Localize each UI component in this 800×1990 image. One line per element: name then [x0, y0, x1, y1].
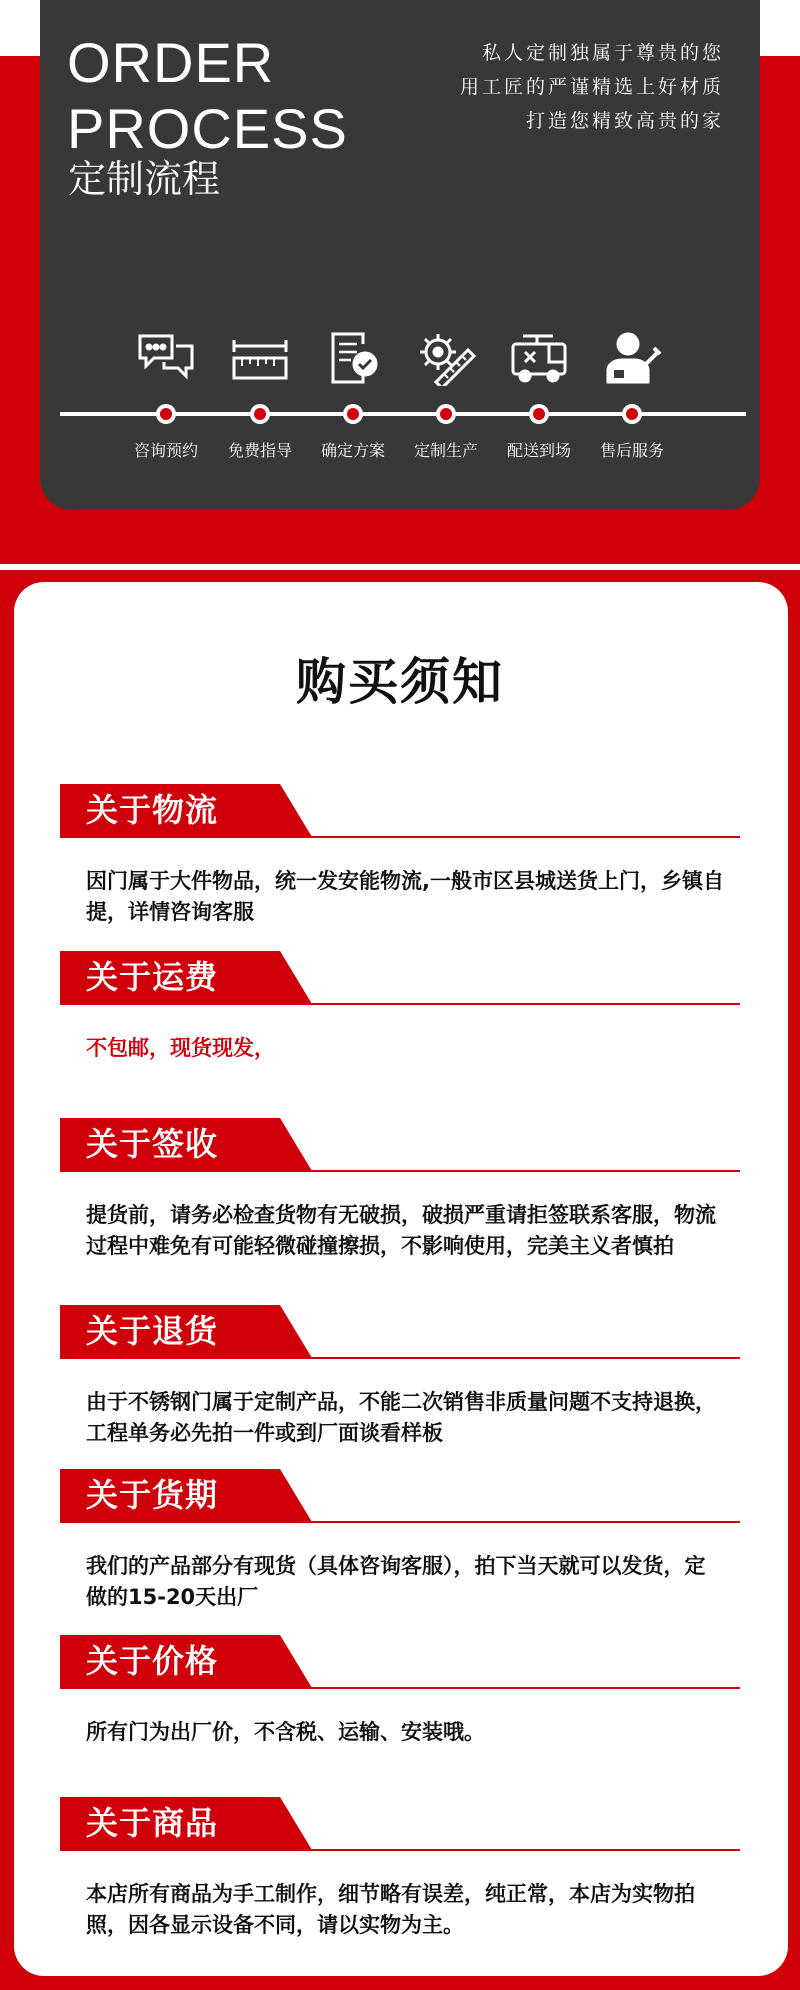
title-en [67, 30, 348, 162]
section-heading: 关于退货 [86, 1312, 219, 1350]
section-heading: 关于货期 [86, 1476, 219, 1514]
step-label: 售后服务 [599, 441, 664, 460]
section-heading: 关于物流 [86, 791, 219, 829]
step-dot [529, 404, 549, 424]
step-dot [250, 404, 270, 424]
slogan-line: 用工匠的严谨精选上好材质 [459, 76, 724, 98]
section-text: 本店所有商品为手工制作，细节略有误差，纯正常，本店为实物拍照，因各显示设备不同，请以实物为主。 [86, 1882, 695, 1937]
section-heading: 关于签收 [86, 1125, 219, 1163]
section-text: 因门属于大件物品，统一发安能物流,一般市区县城送货上门，乡镇自提，详情咨询客服 [86, 869, 724, 924]
title-cn: 定制流程 [68, 157, 221, 201]
section-heading: 关于价格 [86, 1642, 219, 1680]
section-heading: 关于商品 [86, 1804, 219, 1842]
delivery-truck-icon [509, 330, 569, 386]
step-label: 咨询预约 [133, 441, 198, 460]
step-label: 确定方案 [320, 441, 385, 460]
title-en-line1: ORDER [67, 31, 275, 94]
slogan [460, 36, 724, 138]
section-text: 所有门为出厂价，不含税、运输、安装哦。 [86, 1720, 485, 1744]
step-dot [343, 404, 363, 424]
document-check-icon [323, 330, 383, 386]
slogan-line: 打造您精致高贵的家 [525, 110, 724, 132]
notice-title: 购买须知 [296, 653, 504, 711]
ruler-icon [230, 330, 290, 386]
section-text: 不包邮，现货现发， [86, 1036, 275, 1060]
section-heading: 关于运费 [86, 958, 219, 996]
section-text: 提货前，请务必检查货物有无破损，破损严重请拒签联系客服，物流过程中难免有可能轻微碰撞擦损，不影响使用，完美主义者慎拍 [86, 1203, 716, 1258]
service-worker-icon [602, 330, 662, 386]
title-en-line2: PROCESS [67, 97, 348, 160]
step-label: 配送到场 [506, 441, 571, 460]
gear-ruler-icon [416, 330, 476, 386]
step-label: 免费指导 [227, 441, 292, 460]
chat-bubbles-icon [136, 330, 196, 386]
section-text: 由于不锈钢门属于定制产品，不能二次销售非质量问题不支持退换，工程单务必先拍一件或到厂面谈看样板 [86, 1390, 716, 1445]
step-dot [436, 404, 456, 424]
step-label: 定制生产 [413, 441, 478, 460]
slogan-line: 私人定制独属于尊贵的您 [481, 42, 724, 64]
section-text: 我们的产品部分有现货（具体咨询客服），拍下当天就可以发货，定做的15-20天出厂 [86, 1554, 706, 1609]
step-dot [622, 404, 642, 424]
step-dot [156, 404, 176, 424]
